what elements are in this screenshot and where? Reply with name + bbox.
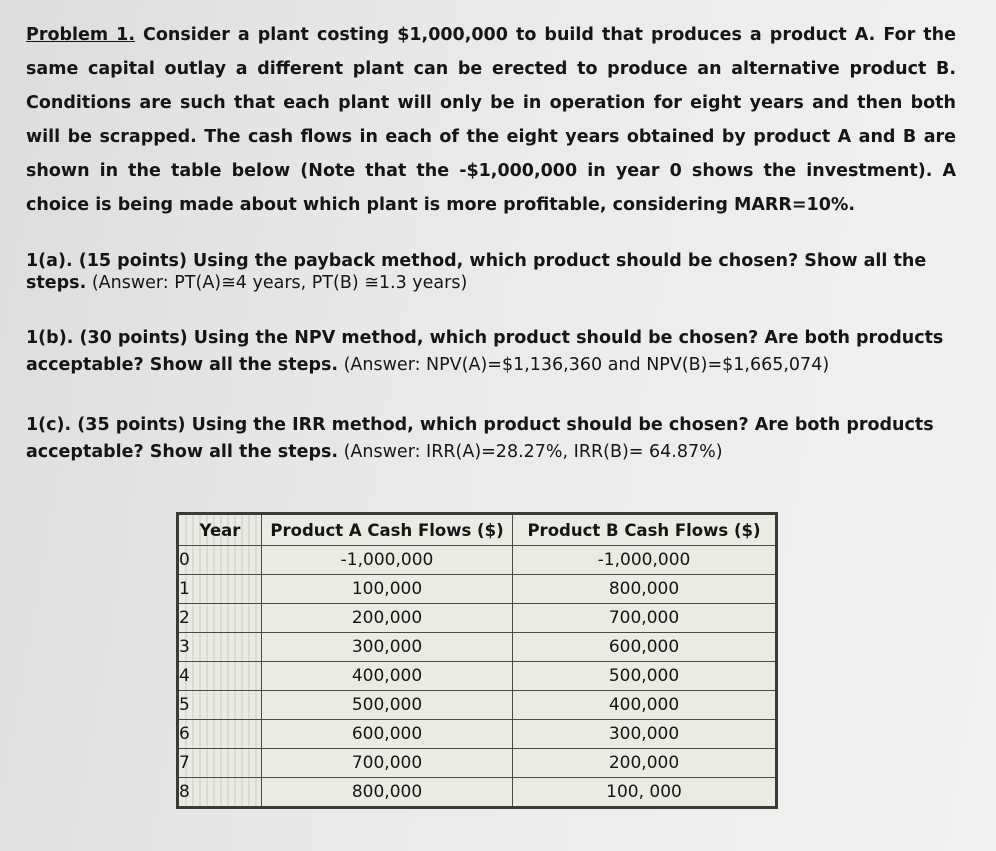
table-row: [178, 691, 777, 720]
cell-product-a: 400,000: [262, 662, 513, 691]
cell-product-b: 500,000: [513, 662, 777, 691]
problem-statement: [26, 18, 956, 222]
cell-product-b: 300,000: [513, 720, 777, 749]
cell-year: 1: [178, 575, 262, 604]
question-1a-answer: (Answer: PT(A)≅4 years, PT(B) ≅1.3 years): [86, 273, 468, 293]
cell-year: 2: [178, 604, 262, 633]
cell-product-b: 400,000: [513, 691, 777, 720]
question-1a: [26, 250, 956, 294]
cell-product-b: -1,000,000: [513, 546, 777, 575]
problem-label: Problem 1.: [26, 25, 135, 45]
cell-product-a: 500,000: [262, 691, 513, 720]
cell-product-a: 800,000: [262, 778, 513, 808]
cell-year: 5: [178, 691, 262, 720]
cell-product-b: 800,000: [513, 575, 777, 604]
question-1a-prompt: 1(a). (15 points) Using the payback method, which product should be chosen? Show all the steps.: [26, 251, 927, 293]
table-row: [178, 575, 777, 604]
cell-year: 8: [178, 778, 262, 808]
cell-product-a: 200,000: [262, 604, 513, 633]
table-row: [178, 749, 777, 778]
cell-product-a: 600,000: [262, 720, 513, 749]
cell-product-b: 200,000: [513, 749, 777, 778]
cell-product-a: 100,000: [262, 575, 513, 604]
question-1c: [26, 412, 956, 466]
cell-product-a: -1,000,000: [262, 546, 513, 575]
table-row: [178, 778, 777, 808]
header-product-b: Product B Cash Flows ($): [513, 514, 777, 546]
cell-year: 6: [178, 720, 262, 749]
question-1b-answer: (Answer: NPV(A)=$1,136,360 and NPV(B)=$1,665,074): [338, 355, 830, 375]
cell-product-b: 700,000: [513, 604, 777, 633]
question-1c-prompt: 1(c). (35 points) Using the IRR method, which product should be chosen? Are both products acceptable? Show all the steps.: [26, 415, 934, 462]
header-year: Year: [178, 514, 262, 546]
table-header-row: [178, 514, 777, 546]
question-1b: [26, 325, 956, 379]
header-product-a: Product A Cash Flows ($): [262, 514, 513, 546]
cell-year: 0: [178, 546, 262, 575]
table-row: [178, 604, 777, 633]
cell-year: 4: [178, 662, 262, 691]
cell-product-a: 700,000: [262, 749, 513, 778]
cell-product-b: 100, 000: [513, 778, 777, 808]
cell-year: 7: [178, 749, 262, 778]
table-row: [178, 546, 777, 575]
document-page: [26, 18, 956, 462]
table-row: [178, 720, 777, 749]
cell-year: 3: [178, 633, 262, 662]
question-1b-prompt: 1(b). (30 points) Using the NPV method, which product should be chosen? Are both products acceptable? Show all the steps.: [26, 328, 944, 375]
cell-product-b: 600,000: [513, 633, 777, 662]
table-row: [178, 662, 777, 691]
cell-product-a: 300,000: [262, 633, 513, 662]
table-row: [178, 633, 777, 662]
cash-flow-table: [176, 512, 778, 809]
problem-text: Consider a plant costing $1,000,000 to build that produces a product A. For the same capital outlay a different plant can be erected to produce an alternative product B. Conditions are such that each plant will only be in operation for eight years and then both will be scrapped. The cash flows in each of the eight years obtained by product A and B are shown in the table below (Note that the -$1,000,000 in year 0 shows the investment). A choice is being made about which plant is more profitable, considering MARR=10%.: [26, 25, 956, 215]
question-1c-answer: (Answer: IRR(A)=28.27%, IRR(B)= 64.87%): [338, 442, 723, 462]
